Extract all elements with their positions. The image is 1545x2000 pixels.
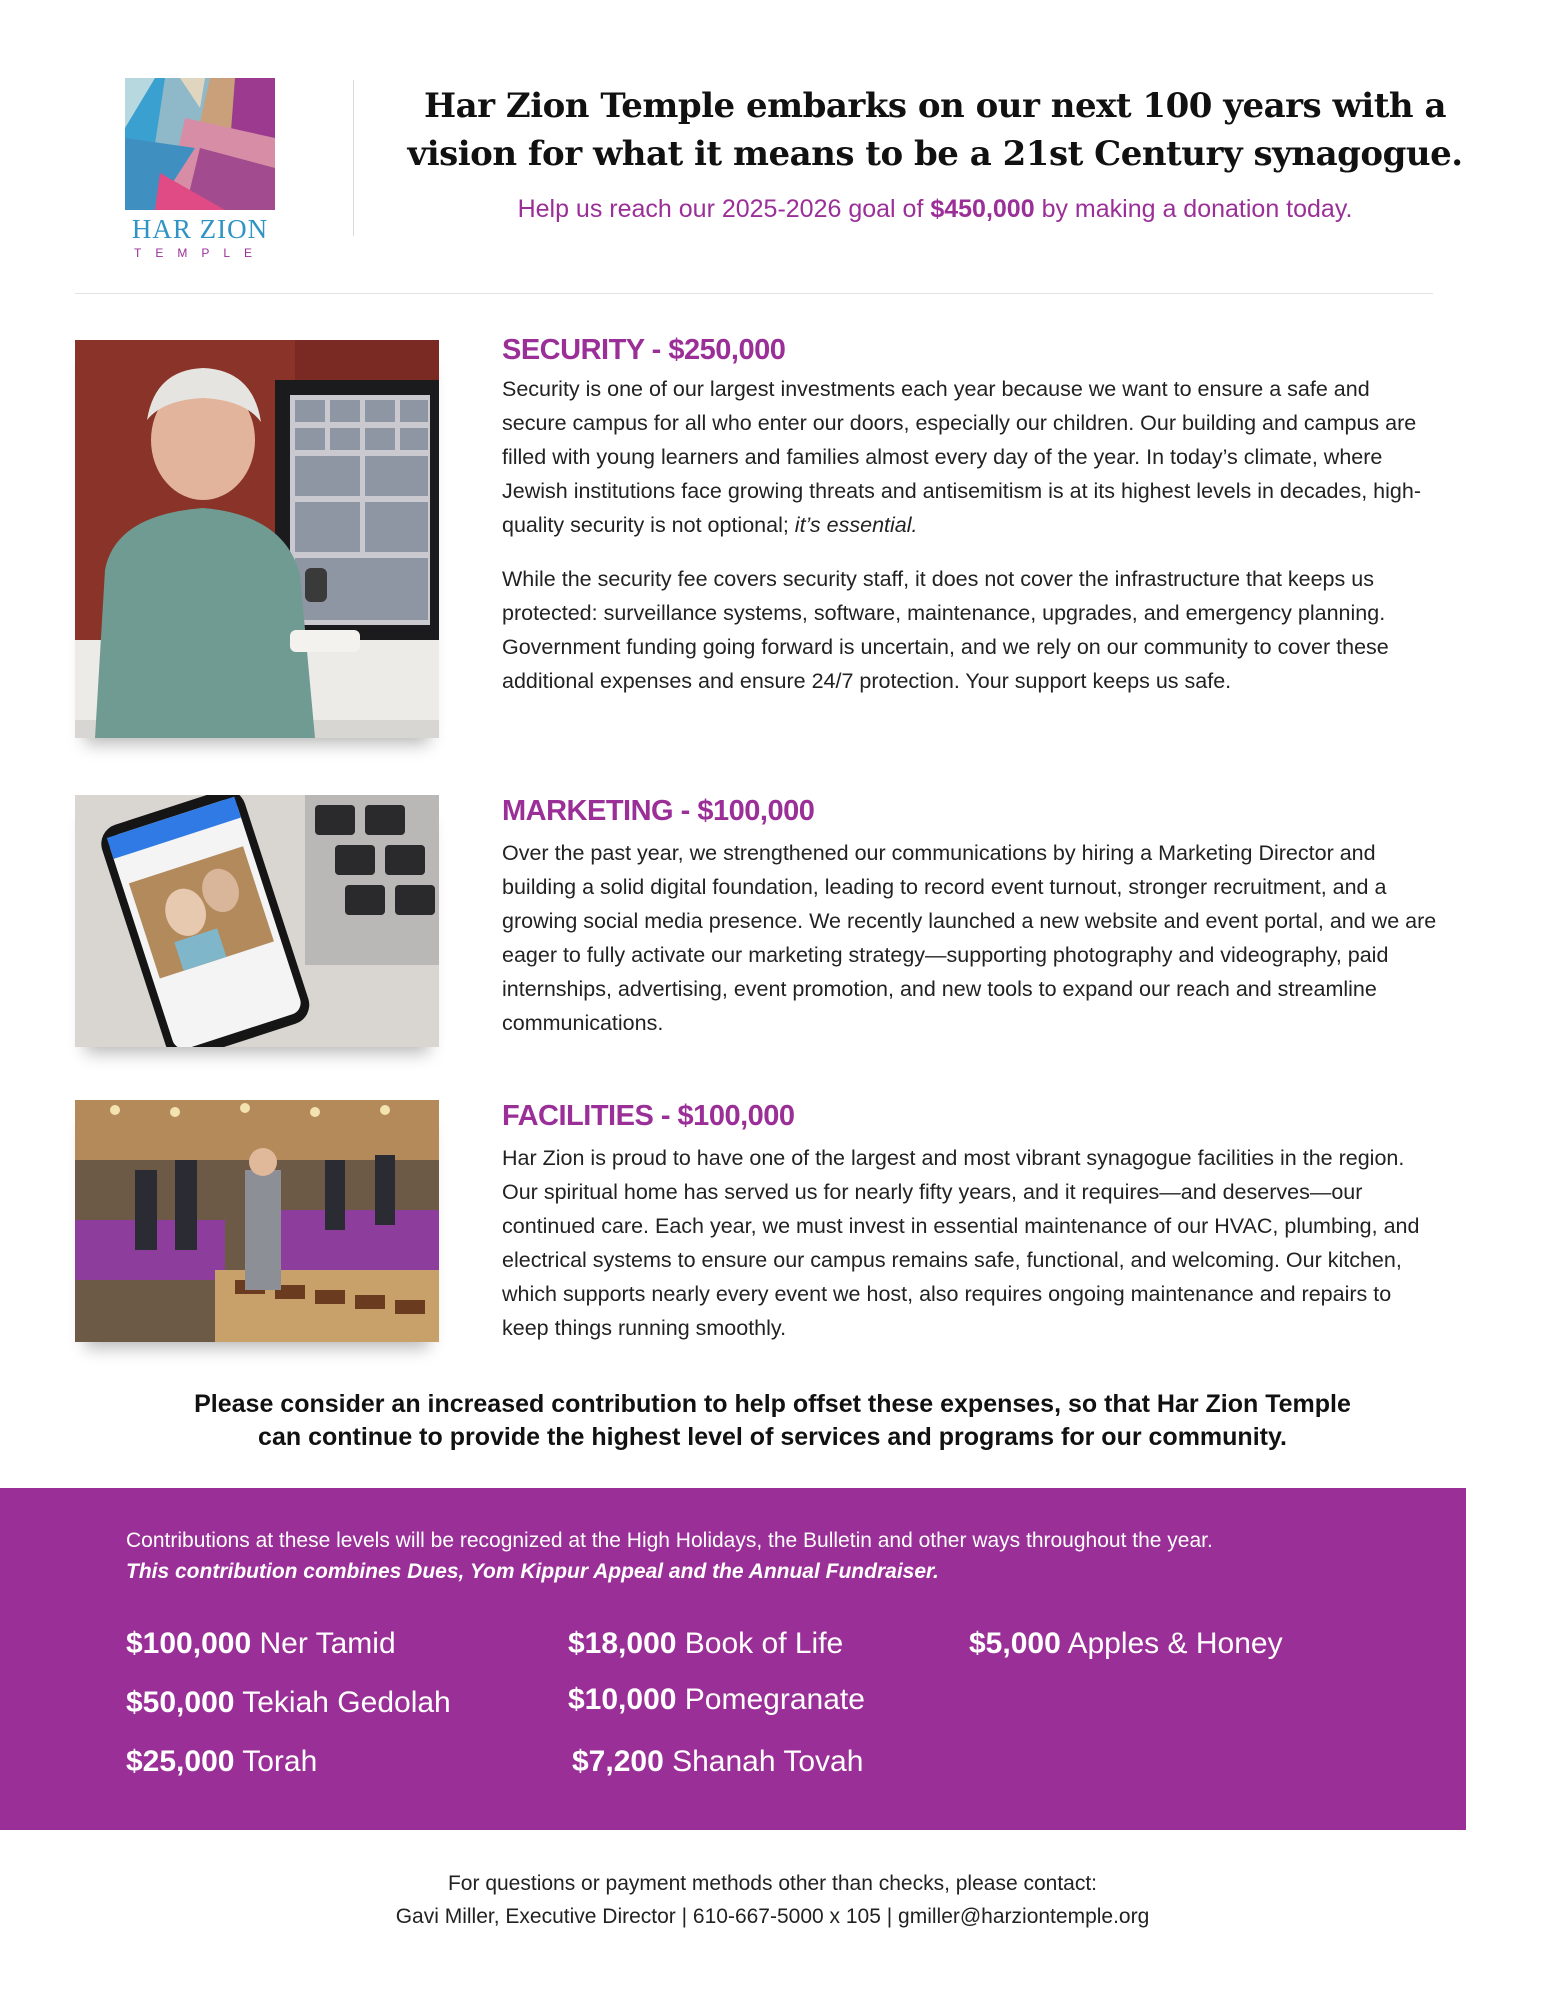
level-amount: $18,000 (568, 1627, 677, 1660)
ask-line-1: Please consider an increased contribution to help offset these expenses, so that Har Zion Temple (194, 1390, 1351, 1418)
facilities-photo (75, 1100, 439, 1342)
goal-subline (405, 195, 1465, 224)
level-shanah-tovah (572, 1745, 863, 1779)
footer-line-1: For questions or payment methods other than checks, please contact: (447, 1872, 1098, 1895)
level-name: Shanah Tovah (672, 1745, 864, 1778)
level-apples-honey (969, 1627, 1283, 1661)
level-name: Book of Life (684, 1627, 844, 1660)
level-amount: $7,200 (572, 1745, 664, 1778)
contact-footer (0, 1867, 1545, 1933)
level-ner-tamid (126, 1627, 396, 1661)
level-amount: $100,000 (126, 1627, 252, 1660)
combined-contribution-note: This contribution combines Dues, Yom Kippur Appeal and the Annual Fundraiser. (126, 1560, 939, 1583)
marketing-title: MARKETING - $100,000 (502, 795, 815, 827)
goal-pre: Help us reach our 2025-2026 goal of (517, 195, 931, 223)
marketing-body (502, 836, 1437, 1060)
level-book-of-life (568, 1627, 843, 1661)
logo-wordmark: HAR ZION (131, 214, 269, 244)
level-tekiah-gedolah (126, 1686, 451, 1720)
level-name: Pomegranate (684, 1683, 865, 1716)
security-emphasis: it’s essential. (794, 513, 918, 537)
level-amount: $25,000 (126, 1745, 235, 1778)
page-headline (405, 82, 1465, 178)
level-amount: $50,000 (126, 1686, 235, 1719)
footer-contact-line: Gavi Miller, Executive Director | 610-667-5000 x 105 | gmiller@harziontemple.org (395, 1905, 1150, 1928)
security-paragraph-1: Security is one of our largest investments each year because we want to ensure a safe and secure campus for all who enter our doors, especially our children. Our building and campus are filled with young learners and families almost every day of the year. In today’s climate, where Jewish institutions face growing threats and antisemitism is at its highest levels in decades, high-quality security is not optional; (502, 377, 1421, 537)
facilities-paragraph: Har Zion is proud to have one of the largest and most vibrant synagogue facilities in the region. Our spiritual home has served us for nearly fifty years, and it requires—and deserves—our continued care. Each year, we must invest in essential maintenance of our HVAC, plumbing, and electrical systems to ensure our campus remains safe, functional, and welcoming. Our kitchen, which supports nearly every event we host, also requires ongoing maintenance and repairs to keep things running smoothly. (502, 1146, 1420, 1340)
facilities-title: FACILITIES - $100,000 (502, 1100, 795, 1132)
recognition-note: Contributions at these levels will be recognized at the High Holidays, the Bulletin and other ways throughout the year. (126, 1529, 1213, 1552)
level-name: Ner Tamid (259, 1627, 396, 1660)
level-pomegranate (568, 1683, 865, 1717)
security-photo (75, 340, 439, 738)
level-amount: $5,000 (969, 1627, 1061, 1660)
level-name: Torah (242, 1745, 318, 1778)
headline-line-1: Har Zion Temple embarks on our next 100 years with a (423, 86, 1447, 126)
facilities-body (502, 1141, 1437, 1365)
security-body (502, 372, 1437, 718)
har-zion-logo (125, 78, 275, 210)
ask-line-2: can continue to provide the highest level of services and programs for our community. (258, 1423, 1287, 1451)
contribution-ask (75, 1388, 1470, 1454)
level-amount: $10,000 (568, 1683, 677, 1716)
giving-levels-note (126, 1525, 1446, 1587)
logo-subtitle: TEMPLE (133, 246, 266, 260)
level-name: Tekiah Gedolah (242, 1686, 451, 1719)
headline-line-2: vision for what it means to be a 21st Century synagogue. (407, 134, 1463, 174)
level-name: Apples & Honey (1067, 1627, 1283, 1660)
marketing-photo (75, 795, 439, 1047)
level-torah (126, 1745, 317, 1779)
goal-amount: $450,000 (930, 195, 1035, 223)
goal-post: by making a donation today. (1034, 195, 1353, 223)
security-paragraph-2: While the security fee covers security staff, it does not cover the infrastructure that keeps us protected: surveillance systems, software, maintenance, upgrades, and emergency planning. Government funding going forward is uncertain, and we rely on our community to cover these additional expenses and ensure 24/7 protection. Your support keeps us safe. (502, 567, 1389, 693)
security-title: SECURITY - $250,000 (502, 334, 786, 366)
header-divider (353, 80, 354, 236)
header-rule (75, 293, 1433, 294)
marketing-paragraph: Over the past year, we strengthened our communications by hiring a Marketing Director and building a solid digital foundation, leading to record event turnout, stronger recruitment, and a growing social media presence. We recently launched a new website and event portal, and we are eager to fully activate our marketing strategy—supporting photography and videography, paid internships, advertising, event promotion, and new tools to expand our reach and streamline communications. (502, 841, 1437, 1035)
